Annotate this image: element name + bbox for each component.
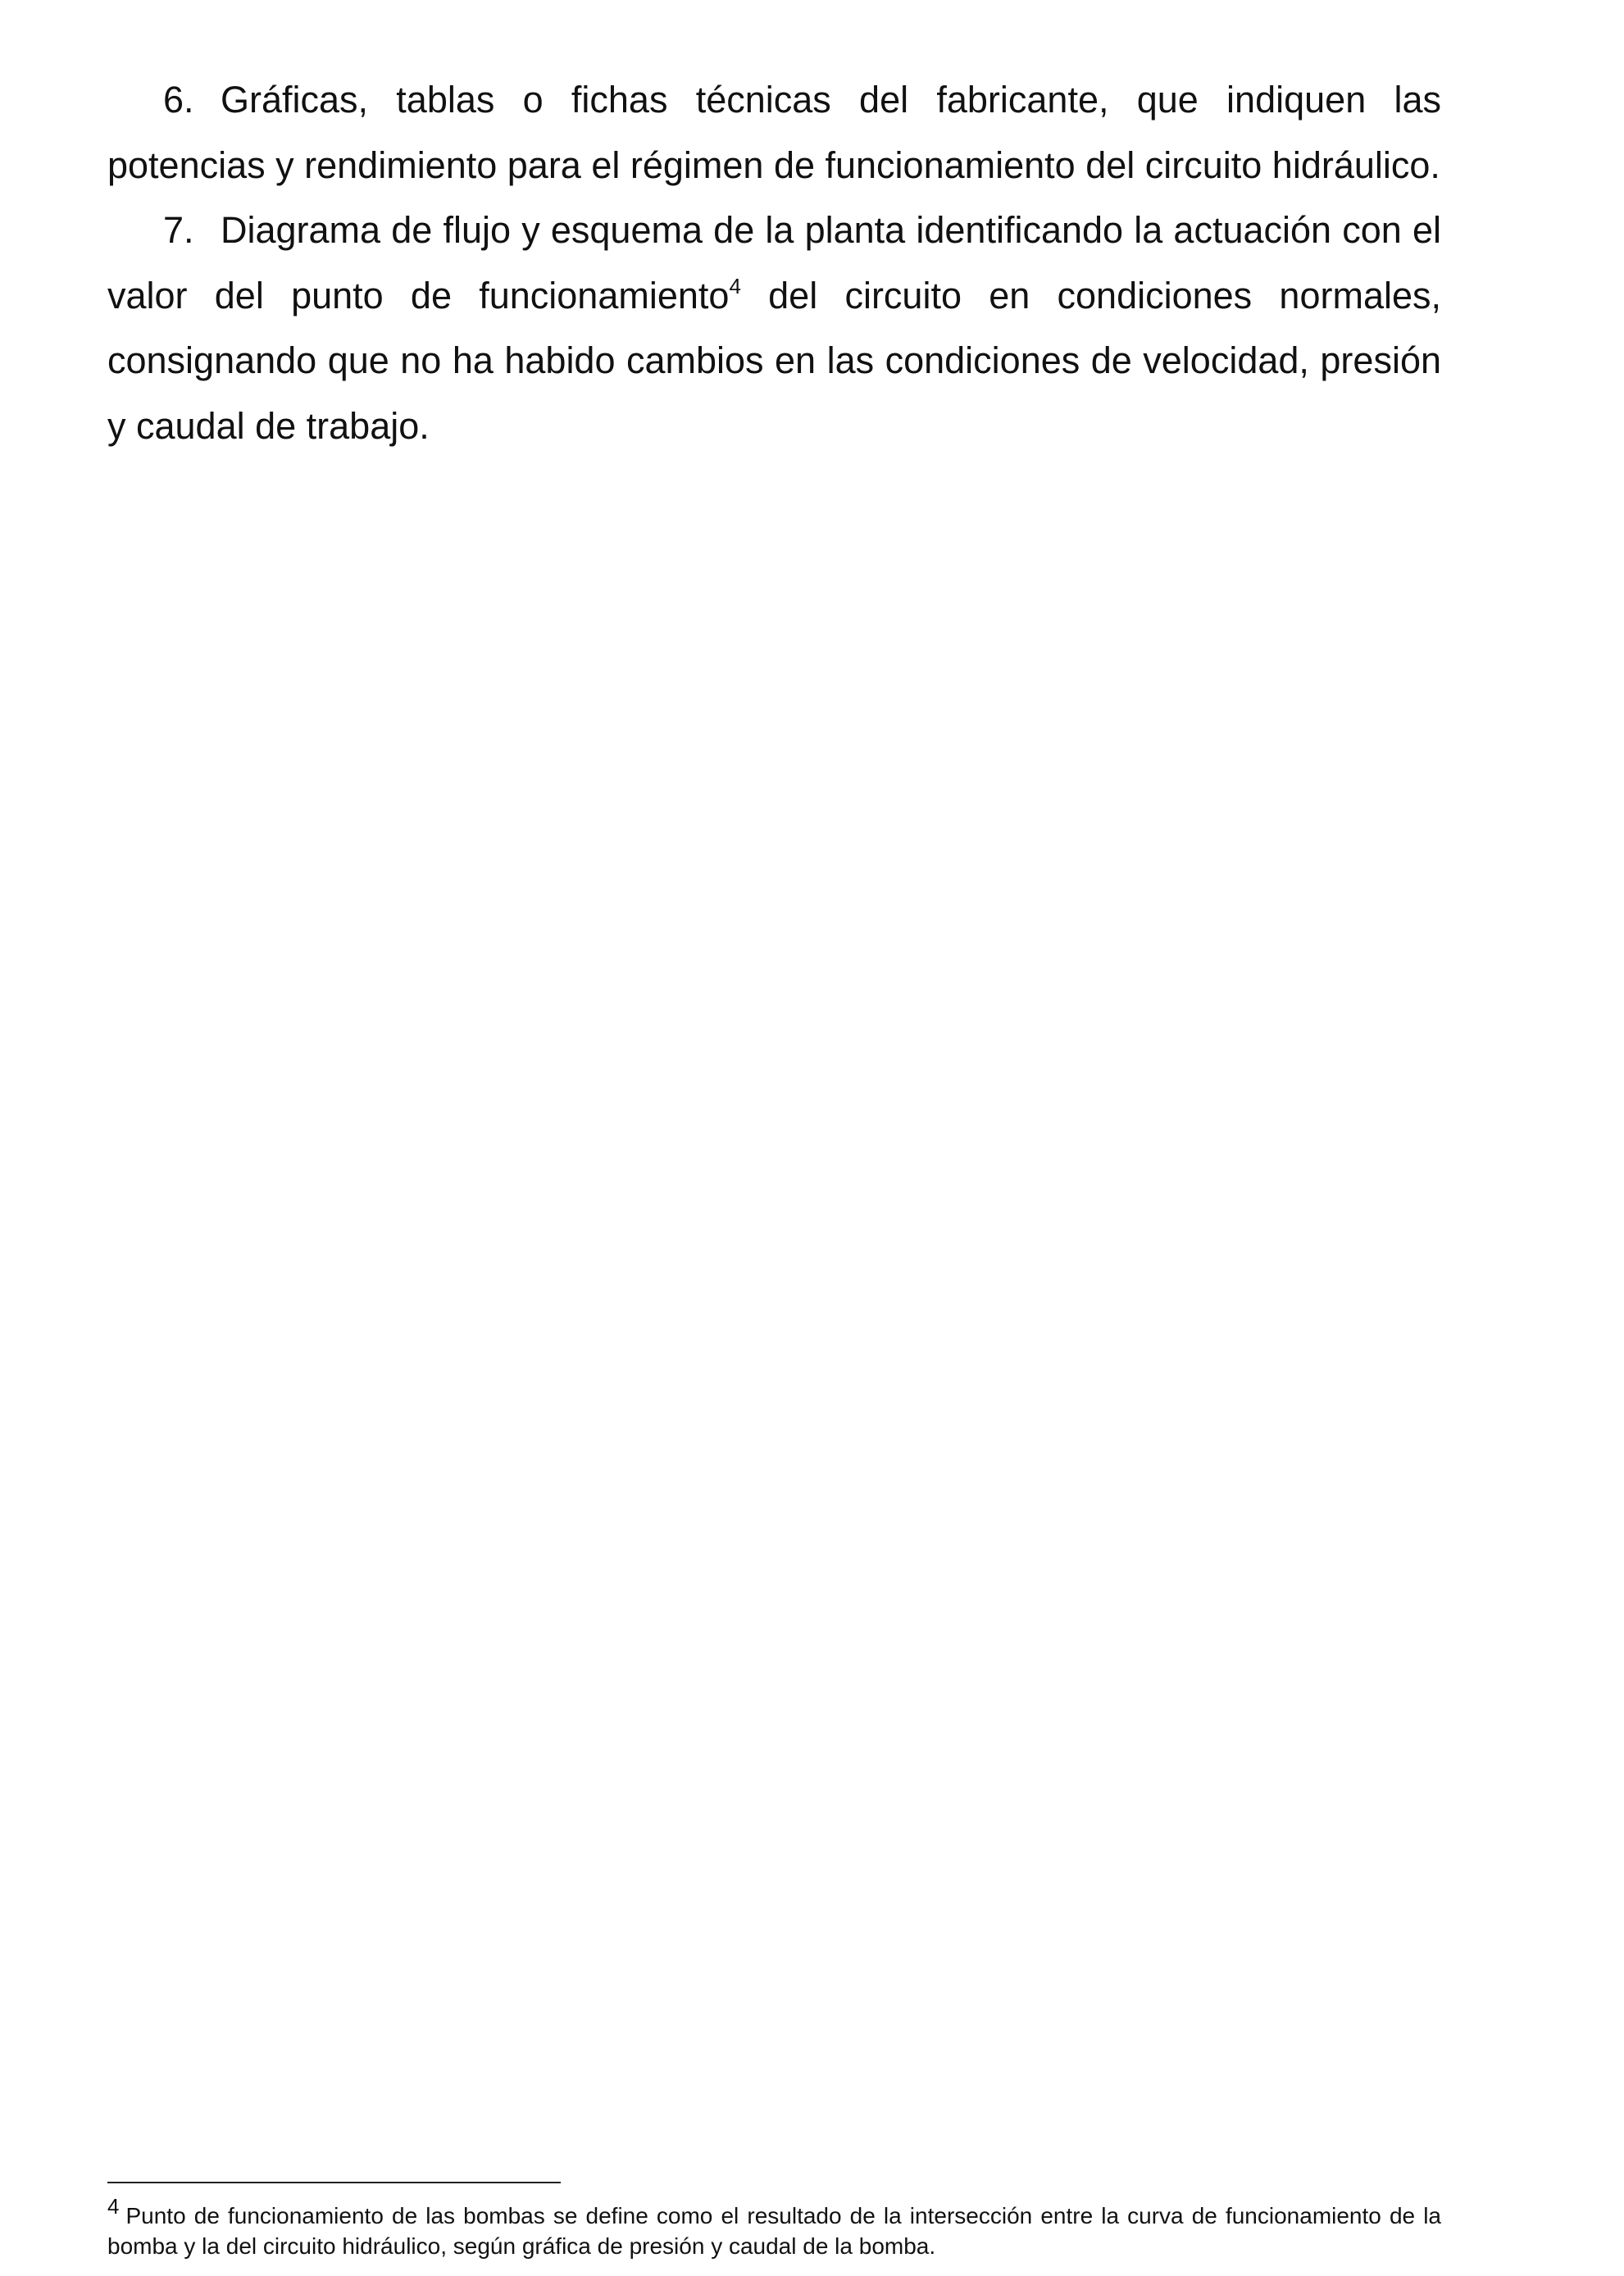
list-item-7	[107, 198, 1441, 458]
footnote	[107, 2194, 1441, 2261]
list-item-text: Diagrama de flujo y esquema de la planta identificando la actuación con el valor del punto de funcionamiento	[107, 209, 1441, 316]
list-item-text-continued: del circuito en condiciones normales, consignando que no ha habido cambios en las condiciones de velocidad, presión y caudal de trabajo.	[107, 274, 1442, 447]
document-body	[107, 67, 1441, 458]
list-item-number: 6.	[163, 79, 194, 121]
footnote-mark: 4	[107, 2194, 120, 2219]
footnote-separator	[107, 2182, 561, 2183]
list-item-number: 7.	[163, 209, 194, 251]
list-item-text: Gráficas, tablas o fichas técnicas del fabricante, que indiquen las potencias y rendimiento para el régimen de funcionamiento del circuito hidráulico.	[107, 79, 1441, 186]
footnote-text: Punto de funcionamiento de las bombas se define como el resultado de la intersección entre la curva de funcionamiento de la bomba y la del circuito hidráulico, según gráfica de presión y caudal de la bomba.	[107, 2203, 1441, 2259]
list-item-6	[107, 67, 1441, 198]
footnote-reference[interactable]: 4	[729, 273, 741, 298]
